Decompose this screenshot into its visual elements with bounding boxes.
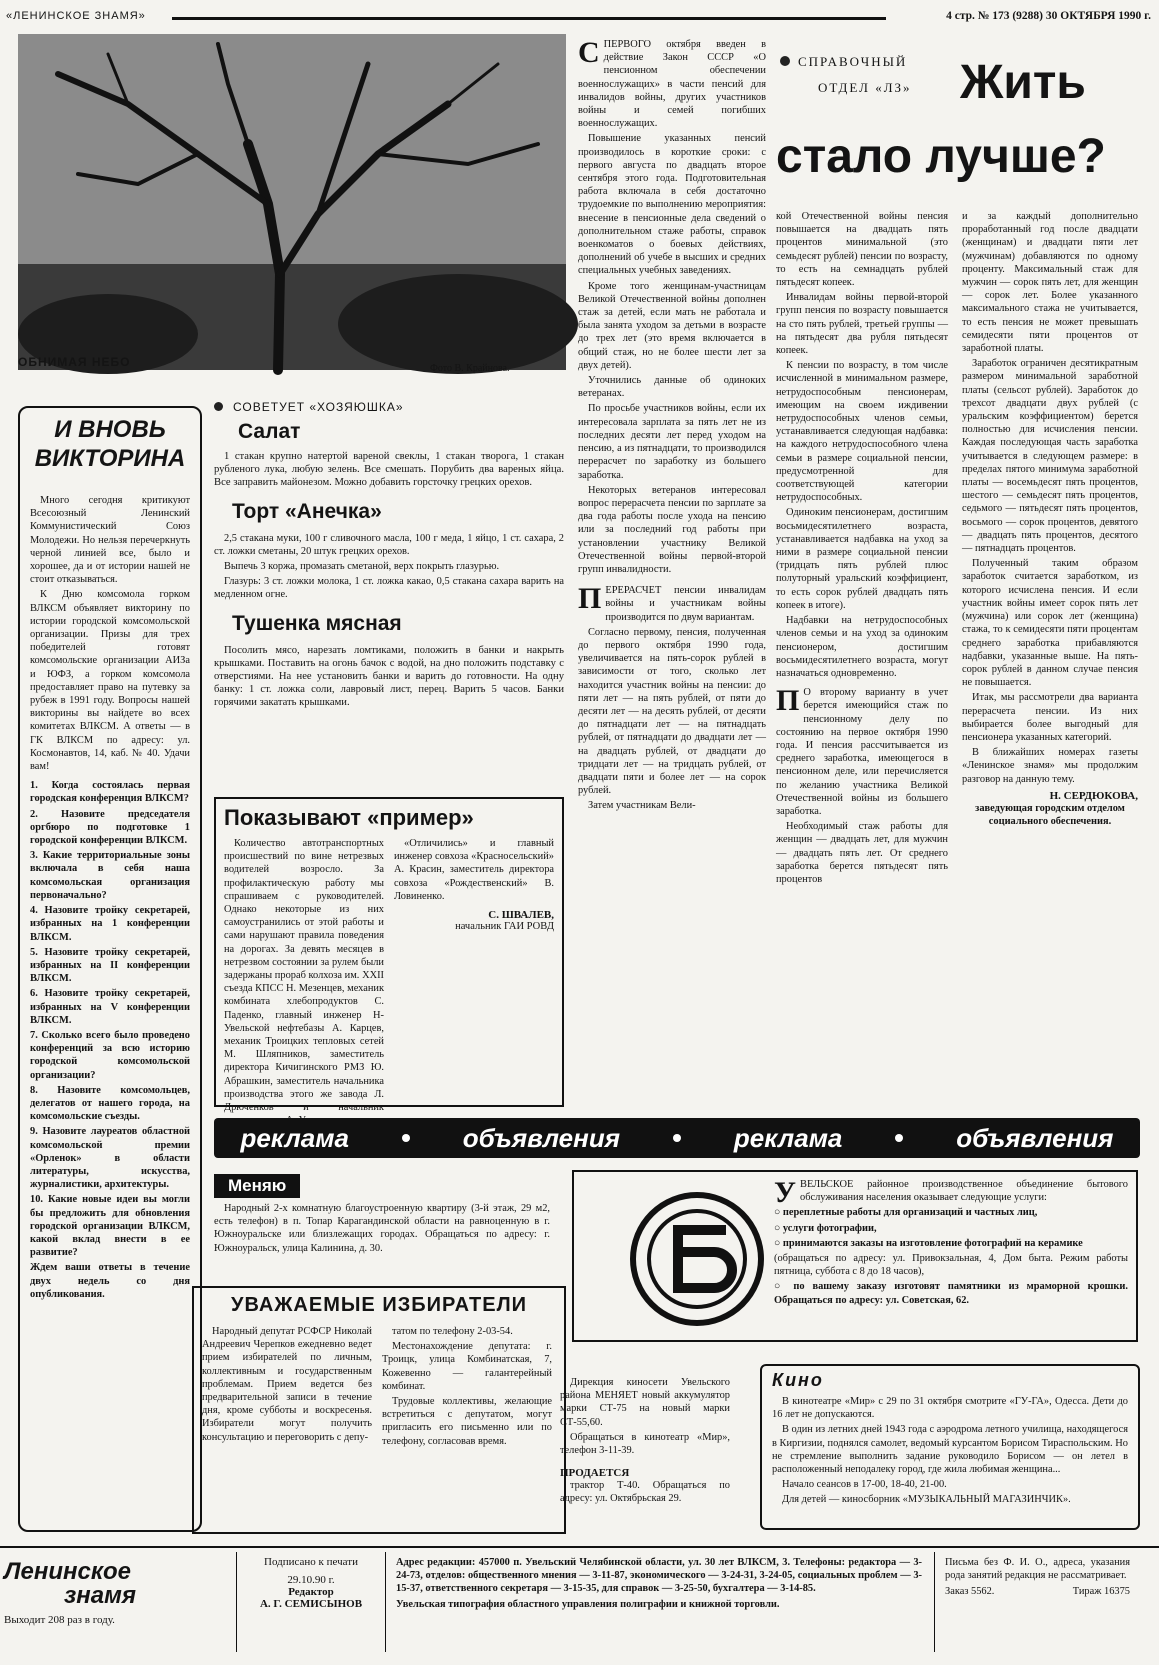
article-title-2: стало лучше? (776, 130, 1106, 183)
bullet-icon (895, 1134, 903, 1142)
example-box (214, 797, 564, 1114)
banner-word: реклама (733, 1122, 843, 1153)
banner-word: объявления (956, 1122, 1114, 1153)
rubric-label: СПРАВОЧНЫЙ (780, 54, 907, 70)
author-name: Н. СЕРДЮКОВА, (1049, 789, 1138, 802)
quiz-question: Ждем ваши ответы в течение двух недель со дня опубликования. (30, 1262, 190, 1300)
pension-para: Повышение указанных пенсий производилось в короткие сроки: с первого августа по двадцать второе сентября этого года. Подготовительная работа включала в себя достаточно трудоемкие по выполнению мероприятия: внесение в пенсионные дела сведений о дополнительном стаже работы, справок военкоматов о боевых действиях, дополнений об учебе в высших и средних специальных учебных заведениях. (578, 133, 766, 277)
quiz-intro: Много сегодня критикуют Всесоюзный Ленинский Коммунистический Союз Молодежи. Но нельзя перечеркнуть черной линией все, было и хорошее, да и от истории нашей не стоит отказываться. (30, 495, 190, 586)
printer-text: Увельская типография областного управления полиграфии и книжной торговли. (396, 1598, 780, 1610)
text-paragraph: В один из летних дней 1943 года с аэродрома летного училища, находящегося в Киргизии, поднялся самолет, ведомый курсантом Борисом Тирaспольским. Но не стремление выполнить задание руководило Борисом — он летел в расположенный неподалеку город, где жила любимая женщина... (772, 1424, 1128, 1476)
footer-address (396, 1556, 922, 1613)
example-text: «Отличились» и главный инженер совхоза «Красносельский» А. Красин, заместитель директора совхоза «Рождественский» В. Ловиненко. (394, 838, 554, 902)
print-run: Тираж 16375 (1072, 1586, 1130, 1598)
recipe-text (214, 532, 564, 602)
voters-box (192, 1286, 566, 1534)
pension-para: К пенсии по возрасту, в том числе исчисленной в минимальном размере, нетрудоспособным пенсионерам, имеющим на своем иждивении нетрудоспособных членов семьи, устанавливается следующая надбавка: на каждого нетрудоспособного члена семьи в размере социальной пенсии, предусмотренной для соответствующей категории нетрудоспособных. (776, 360, 948, 504)
quiz-intro: К Дню комсомола горком ВЛКСМ объявляет викторину по истории городской комсомольской организации. Призы для трех победителей готовят комсомольские организации АИЗа и ЮФЗ, а горком комсомола предоставляет право на путевку за рубеж в 1991 году. Вопросы нашей викторины вы найдете во всех комитетах ВЛКСМ. А ответы — в ГК ВЛКСМ по адресу: ул. Космонавтов, 14, каб. № 40. Удачи вам! (30, 589, 190, 773)
pension-column-3 (776, 210, 948, 888)
service-item: ○ по вашему заказу изготовят памятники из мраморной крошки. Обращаться по адресу: ул. Советская, 62. (774, 1281, 1128, 1306)
signed-label: Подписано к печати (264, 1556, 358, 1568)
pension-para: Заработок ограничен десятикратным размером минимальной заработной платы (сельсот рублей). Заработок до трехсот двадцати двух рублей (с уральским коэффициентом) берется полностью для исчисления пенсии. Каждая последующая часть заработка учитывается в следующем размере: в пределах пятого минимума заработной платы — восемьдесят пять процентов, шестого — семьдесят пять процентов, седьмого — пятьдесят пять процентов, восьмого — сорок процентов, девятого — двадцать пять процентов, десятого — пятнадцать процентов. (962, 358, 1138, 555)
author-position: заведующая городским отделом социального обеспечения. (975, 802, 1125, 827)
recipes-rubric: СОВЕТУЕТ «ХОЗЯЮШКА» (233, 400, 404, 414)
bullet-icon (402, 1134, 410, 1142)
pension-para: Надбавки на нетрудоспособных членов семьи и на уход за одиноким пенсионером, достигшим восьмидесятилетнего возраста, могут назначаться одновременно. (776, 615, 948, 679)
pension-column-4 (962, 210, 1138, 828)
pension-para: По просьбе участников войны, если их интересовала зарплата за пять лет не из последних десяти лет перед уходом на пенсию, а из пятнадцати, то производился перерасчет по заработку из большего заработка. (578, 403, 766, 481)
cinema-ad-text (560, 1376, 730, 1457)
recipe-text: Посолить мясо, нарезать ломтиками, положить в банки и накрыть крышками. Поставить на огонь бачок с водой, на дно положить подставку с отверстиями. На нее установить банки и варить до готовности. На одну банку: 1 ст. ложка соли, лавровый лист, перец. Варить 5 часов. Банки горячими закатать крышками. (214, 644, 564, 709)
drop-cap: П (578, 582, 602, 616)
service-item: ○ принимаются заказы на изготовление фотографий на керамике (774, 1237, 1083, 1249)
recipe-title: Салат (238, 420, 301, 443)
order-number: Заказ 5562. (945, 1586, 995, 1598)
voters-text: татом по телефону 2-03-54. (392, 1326, 513, 1337)
quiz-title-2: ВИКТОРИНА (34, 445, 186, 472)
service-item: ○ услуги фотографии, (774, 1222, 877, 1234)
example-title: Показывают «пример» (224, 805, 474, 830)
photo-credit: Фото В. Крайнова. (430, 363, 510, 374)
pension-para: ПЕРВОГО октября введен в действие Закон СССР «О пенсионном обеспечении военнослужащих» в части пенсий для инвалидов войны, других участников войны и семей погибших военнослужащих. (578, 39, 766, 130)
banner-word: объявления (462, 1122, 621, 1153)
quiz-question: 3. Какие территориальные зоны включала в себя наша комсомольская организация первоначально? (30, 850, 190, 901)
signed-date: 29.10.90 г. (287, 1574, 335, 1586)
drop-cap: У (774, 1176, 797, 1209)
example-author: С. ШВАЛЕВ, (488, 909, 554, 922)
pension-para: Полученный таким образом заработок считается заработком, из которого исчислена пенсия. И если участник войны имеет сорок пять лет (мужчина) или сорок лет (женщина) стажа, то к семидесяти пяти процентам среднего заработка прибавляются надбавки, указанные выше. На пять-сорок рублей в данном случае пенсия не повышается. (962, 558, 1138, 689)
pension-para: Кроме того женщинам-участницам Великой Отечественной войны дополнен стаж за детей, если мать не работала и была занята уходом за детьми в возрасте до трех лет (это время включается в общий стаж, но не более шести лет за двух детей). (578, 280, 766, 371)
quiz-question: 5. Назовите тройку секретарей, избранных на II конференции ВЛКСМ. (30, 946, 190, 985)
photo-image (18, 34, 566, 370)
quiz-question: 9. Назовите лауреатов областной комсомольской премии «Орленок» в области литературы, искусства, журналистики, архитектуры. (30, 1126, 190, 1191)
voters-text: Трудовые коллективы, желающие встретиться с депутатом, могут пригласить его письменно или по телефону, согласовав время. (382, 1396, 552, 1447)
service-item: (обращаться по адресу: ул. Привокзальная, 4, Дом быта. Режим работы пятница, суббота с 8 до 18 часов), (774, 1253, 1128, 1278)
quiz-question: 8. Назовите комсомольцев, делегатов от нашего города, на комсомольские съезды. (30, 1084, 190, 1123)
services-text (774, 1178, 1128, 1309)
text-paragraph: Глазурь: 3 ст. ложки молока, 1 ст. ложка какао, 0,5 стакана сахара варить на медленном огне. (214, 576, 564, 601)
exchange-title: Меняю (214, 1174, 300, 1198)
quiz-question: 4. Назовите тройку секретарей, избранных на 1 конференции ВЛКСМ. (30, 905, 190, 943)
bullet-icon (214, 402, 223, 411)
sale-title: ПРОДАЕТСЯ (560, 1467, 630, 1480)
kino-box (760, 1364, 1140, 1530)
text-paragraph: Обращаться в кинотеатр «Мир», телефон 3-11-39. (560, 1431, 730, 1457)
article-title: Жить (960, 56, 1086, 109)
service-item: ○ переплетные работы для организаций и частных лиц, (774, 1207, 1038, 1219)
recipe-title: Торт «Анечка» (232, 499, 382, 523)
pension-para: Согласно первому, пенсия, полученная до первого октября 1990 года, увеличивается на пять-сорок рублей в зависимости от того, сколько лет находится участник войны на пенсии: до пяти лет — на пять рублей, от пяти до десяти лет — на десять рублей, от десяти до пятнадцати лет — на пятнадцать рублей, от пятнадцати до двадцати лет — на двадцать рублей, от двадцати до тридцати лет — на тридцать рублей, от двадцати пяти и более лет — на сорок рублей. (578, 626, 766, 797)
text-paragraph: 2,5 стакана муки, 100 г сливочного масла, 100 г меда, 1 яйцо, 1 ст. сахара, 2 ст. ложки сметаны, 20 штук грецких орехов. (214, 532, 564, 557)
pension-para: Инвалидам войны первой-второй групп пенсия по возрасту повышается на сто пять рублей, третьей группы — на пятьдесят два рубля пятьдесят копеек. (776, 292, 948, 357)
exchange-text: Народный 2-х комнатную благоустроенную квартиру (3-й этаж, 29 м2, есть телефон) в п. Топар Карагандинской области на равноценную в г. Южноуральске или близлежащих городах. Обращаться по адресу: г. Южноуральск, улица Калинина, д. 30. (214, 1203, 550, 1254)
pension-para: и за каждый дополнительно проработанный год после двадцати (женщинам) и двадцати пяти лет (мужчинам) добавляются по одному проценту. Максимальный стаж для мужчин — сорок пять лет, для женщин — сорок лет. Более указанного максимального стажа не учитывается, то есть пенсия не может превышать семидесяти пяти процентов от заработной платы. (962, 211, 1138, 355)
pension-para: Уточнились данные об одиноких ветеранах. (578, 375, 766, 400)
pension-para: Затем участникам Вели- (588, 800, 696, 812)
quiz-title: И ВНОВЬ (54, 416, 166, 443)
pension-para: Одиноким пенсионерам, достигшим восьмидесятилетнего возраста, устанавливается надбавка на уход за ними в размере социальной пенсии (тридцать пять рублей плюс полуторный уральский коэффициент, то есть сорок рублей двадцать пять копеек в итоге). (776, 507, 948, 611)
sale-text: трактор Т-40. Обращаться по адресу: ул. Октябрьская 29. (560, 1480, 730, 1505)
footer-logo (4, 1560, 224, 1626)
kino-text (772, 1395, 1128, 1507)
bullet-icon (673, 1134, 681, 1142)
letters-note: Письма без Ф. И. О., адреса, указания рода занятий редакция не рассматривает. (945, 1557, 1130, 1582)
pension-para: В ближайших номерах газеты «Ленинское знамя» мы продолжим разговор на данную тему. (962, 747, 1138, 785)
services-intro: ВЕЛЬСКОЕ районное производственное объединение бытового обслуживания населения оказывает следующие услуги: (800, 1179, 1128, 1204)
pension-para: ЕРЕРАСЧЕТ пенсии инвалидам войны и участникам войны производится по двум вариантам. (605, 585, 766, 623)
editor-name: А. Г. СЕМИСЫНОВ (259, 1598, 363, 1610)
banner-word: реклама (240, 1122, 349, 1153)
recipes-section (214, 400, 564, 712)
voters-text: Народный депутат РСФСР Николай Андреевич Черепков ежедневно ведет прием избирателей по личным, коллективным и государственным проблемам. Прием ведется без предварительной записи в течение дня, кроме субботы и воскресенья. Избиратели могут получить консультацию и переговорить с депу- (202, 1326, 372, 1443)
text-paragraph: В кинотеатре «Мир» с 29 по 31 октября смотрите «ГУ-ГА», Одесса. Дети до 16 лет не допускаются. (772, 1396, 1128, 1421)
logo-line: Ленинское (4, 1558, 132, 1585)
text-paragraph: Начало сеансов в 17-00, 18-40, 21-00. (782, 1479, 947, 1491)
voters-text: Местонахождение депутата: г. Троицк, улица Комбинатская, 7, Кожевенно — галантерейный комбинат. (382, 1341, 552, 1392)
pension-para: Необходимый стаж работы для женщин — двадцать лет, для мужчин — двадцать пять лет. От среднего заработка берется пятьдесят пять процентов (776, 821, 948, 885)
voters-title: УВАЖАЕМЫЕ ИЗБИРАТЕЛИ (231, 1294, 527, 1316)
issue-frequency: Выходит 208 раз в году. (4, 1614, 115, 1626)
pension-para: Некоторых ветеранов интересовал вопрос перерасчета пенсии по зарплате за два года работы после ухода на пенсию или за последний год работы при установлении участнику Великой Отечественной войны первой-второй групп инвалидности. (578, 484, 766, 575)
footer-signed (236, 1552, 386, 1652)
quiz-question: 6. Назовите тройку секретарей, избранных на V конференции ВЛКСМ. (30, 988, 190, 1026)
example-author-title: начальник ГАИ РОВД (455, 921, 554, 933)
pension-para: кой Отечественной войны пенсия повышается на двадцать пять процентов минимальной (это семьдесят рублей) пенсии по возрасту, то есть на семнадцать рублей пятьдесят копеек. (776, 211, 948, 289)
cinema-network-ad (560, 1376, 730, 1508)
text-paragraph: Дирекция киносети Увельского района МЕНЯЕТ новый аккумулятор марки СТ-75 на новый марки СТ-55,60. (560, 1377, 730, 1428)
quiz-question: 7. Сколько всего было проведено конференций за всю историю городской комсомольской организации? (30, 1029, 190, 1081)
footer-notes (934, 1552, 1140, 1652)
drop-cap: П (776, 684, 800, 718)
text-paragraph: Для детей — киносборник «МУЗЫКАЛЬНЫЙ МАГАЗИНЧИК». (782, 1494, 1071, 1506)
exchange-ad (214, 1174, 550, 1257)
recipe-title: Тушенка мясная (232, 611, 402, 635)
photo-caption: ОБНИМАЯ НЕБО (18, 355, 131, 369)
services-logo-icon (628, 1190, 766, 1328)
paper-name: «ЛЕНИНСКОЕ ЗНАМЯ» (6, 10, 146, 22)
editor-label: Редактор (288, 1586, 334, 1598)
footer-rule (0, 1546, 1159, 1548)
drop-cap: С (578, 36, 600, 69)
header-rule (172, 17, 886, 20)
quiz-question: 2. Назовите председателя оргбюро по подготовке 1 городской конференции ВЛКСМ. (30, 808, 190, 847)
pension-intro-column (578, 38, 766, 815)
page-header (0, 8, 1159, 30)
rubric-label-2: ОТДЕЛ «ЛЗ» (818, 80, 912, 95)
logo-line: знамя (64, 1582, 136, 1609)
pension-para: Итак, мы рассмотрели два варианта перерасчета пенсии. Из них выбирается более выгодный для пенсионера указанных категорий. (962, 692, 1138, 743)
quiz-box (18, 406, 202, 1532)
example-text: Количество автотранспортных происшествий по вине нетрезвых водителей возросло. За профилактическую работу мы спрашиваем с руководителей. Однако некоторые из них самоустранились от этой работы и сами нарушают правила поведения на дорогах. За девять месяцев в нетрезвом состоянии за рулем были задержаны прораб колхоза им. XXII съезда КПСС Н. Мезенцев, механик комбината хлебопродуктов С. Паденко, главный инженер Н-Увельской нефтебазы А. Карцев, механик Троицких тепловых сетей М. Шляпников, заместитель директора Кичигинского РМЗ Ю. Абрашкин, заместитель начальника производства этого же завода Л. Дрюченков и начальник (224, 838, 385, 1114)
address-text: Адрес редакции: 457000 п. Увельский Челябинской области, ул. 30 лет ВЛКСМ, 3. Телефоны: редактора — 3-24-73, отделов: общественного мнения — 3-11-87, экономического — 3-24-31, 3-24-05, социальных проблем — 3-15-37, ответственного секретаря — 3-15-35, для справок — 3-25-50, бухгалтера — 3-14-85. (396, 1557, 922, 1595)
quiz-question: 10. Какие новые идеи вы могли бы предложить для обновления городской организации ВЛКСМ, какой вклад внести в ее развитие? (30, 1194, 190, 1259)
bullet-icon (780, 56, 790, 66)
kino-title: Кино (772, 1370, 824, 1390)
recipe-text: 1 стакан крупно натертой вареной свеклы, 1 стакан творога, 1 стакан рубленого лука, любую зелень. Все смешать. Порубить два вареных яйца. Все заправить майонезом. Можно добавить горсточку грецких орехов. (214, 451, 564, 489)
quiz-question: 1. Когда состоялась первая городская конференция ВЛКСМ? (30, 780, 190, 805)
text-paragraph: Выпечь 3 коржа, промазать сметаной, верх покрыть глазурью. (224, 561, 500, 573)
issue-line: 4 стр. № 173 (9288) 30 ОКТЯБРЯ 1990 г. (946, 10, 1151, 22)
ads-banner (214, 1118, 1140, 1158)
services-box (572, 1170, 1138, 1342)
pension-para: О второму варианту в учет берется имеющийся стаж по пенсионному делу по состоянию на первое октября 1990 года. И пенсия рассчитывается из среднего заработка, имеющегося в пенсионном деле, или перечисляется по желанию участника Великой Отечественной войны из большего заработка. (776, 687, 948, 817)
